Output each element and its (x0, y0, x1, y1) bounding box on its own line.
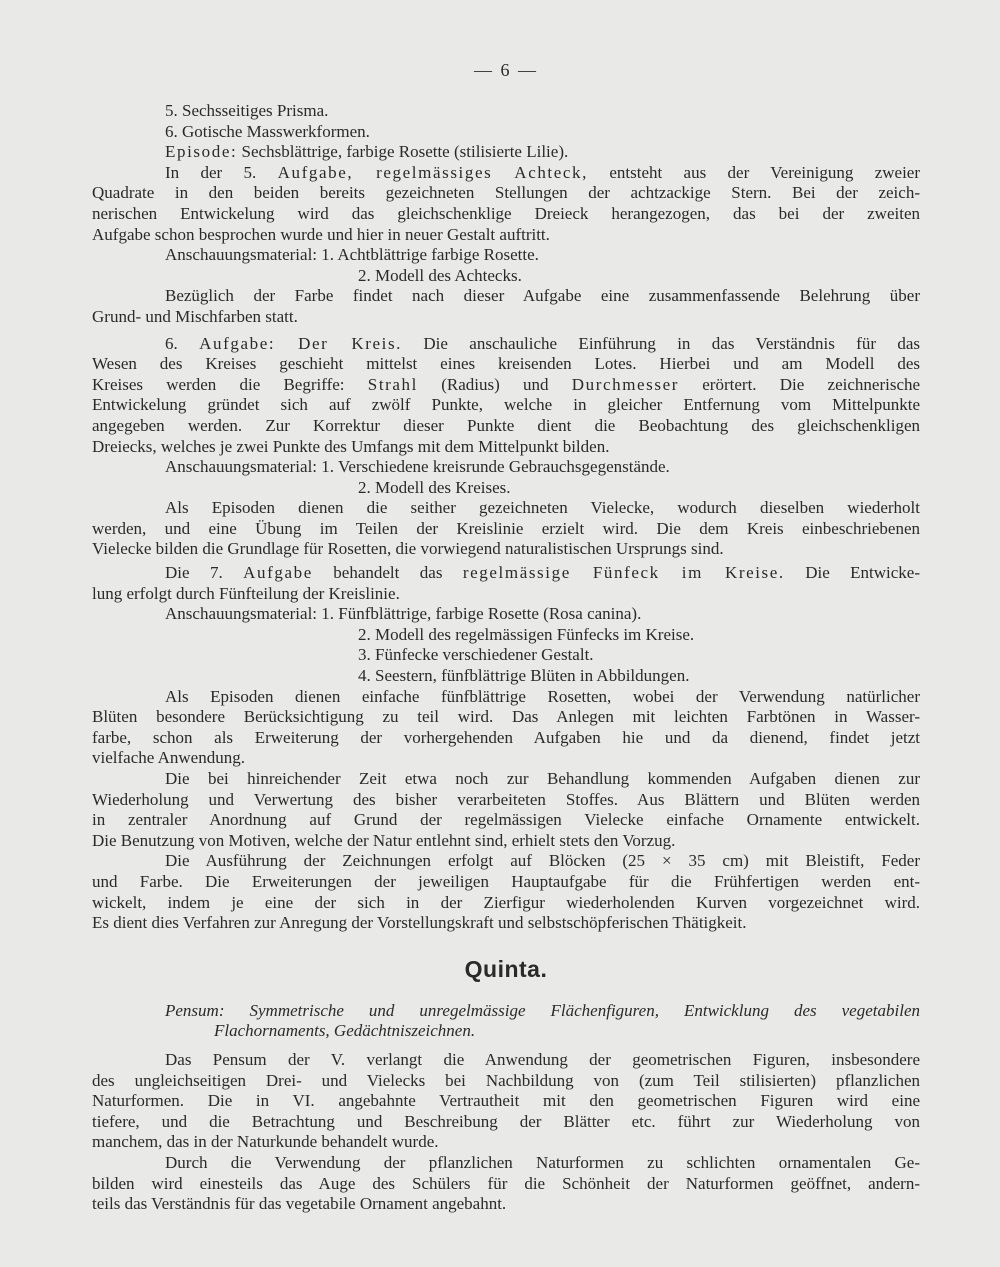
list-item: 6. Gotische Masswerkformen. (165, 121, 370, 141)
text-line: Blüten besondere Berücksichtigung zu teil wird. Das Anlegen mit leichten Farbtönen in Wasser- (92, 707, 920, 727)
text-line: Naturformen. Die in VI. angebahnte Vertrautheit mit den geometrischen Figuren wird eine (92, 1091, 920, 1111)
paragraph-farbe (92, 286, 920, 327)
text-line: Die bei hinreichender Zeit etwa noch zur Behandlung kommenden Aufgaben dienen zur (165, 769, 920, 788)
pensum-line: Flachornaments, Gedächtniszeichnen. (214, 1021, 476, 1041)
text-run: Die 7. (165, 563, 223, 583)
text-line (92, 163, 920, 184)
paragraph-ausfuehrung (92, 851, 920, 933)
material-list-1 (92, 245, 920, 286)
material-list-3 (92, 604, 920, 686)
text-line: Entwickelung gründet sich auf zwölf Punkte, welche in gleicher Entfernung vom Mittelpunkte (92, 395, 920, 415)
text-run: entsteht aus der Vereinigung zweier (609, 162, 921, 182)
material-line (92, 245, 920, 266)
text-line (92, 563, 920, 584)
text-line: des ungleichseitigen Drei- und Vielecks bei Nachbildung von (zum Teil stilisierten) pflanzlichen (92, 1070, 920, 1090)
paragraph-naturformen (92, 1153, 920, 1215)
episode-text: Sechsblättrige, farbige Rosette (stilisierte Lilie). (241, 142, 569, 162)
material-item: 2. Modell des Achtecks. (358, 265, 522, 285)
text-line: teils das Verständnis für das vegetabile Ornament angebahnt. (92, 1194, 507, 1214)
material-item: 2. Modell des Kreises. (358, 477, 511, 497)
paragraph-aufgabe-6 (92, 334, 920, 458)
material-label: Anschauungsmaterial: (165, 457, 318, 477)
text-run: erörtert. Die zeichnerische (702, 374, 921, 394)
text-line: werden, und eine Übung im Teilen der Kreislinie erzielt wird. Die dem Kreis einbeschriebenen (92, 518, 920, 538)
material-item: 4. Seestern, fünfblättrige Blüten in Abbildungen. (358, 666, 690, 686)
pensum-line: Pensum: Symmetrische und unregelmässige Flächenfiguren, Entwicklung des vegetabilen (165, 1000, 920, 1020)
paragraph-wiederholung (92, 769, 920, 851)
text-line: Als Episoden dienen einfache fünfblättrige Rosetten, wobei der Verwendung natürlicher (165, 686, 920, 706)
text-line: Als Episoden dienen die seither gezeichneten Vielecke, wodurch dieselben wiederholt (165, 498, 920, 518)
material-list-2 (92, 457, 920, 498)
text-line: wickelt, indem je eine der sich in der Zierfigur wiederholenden Kurven vorgezeichnet wird. (92, 892, 920, 912)
text-line: farbe, schon als Erweiterung der vorhergehenden Aufgaben hie und da dienend, findet jetzt (92, 727, 920, 747)
text-line: tiefere, und die Betrachtung und Beschreibung der Blätter etc. führt zur Wiederholung von (92, 1111, 920, 1131)
text-line: Wesen des Kreises geschieht mittelst eines kreisenden Lotes. Hierbei und am Modell des (92, 354, 920, 374)
material-item: 3. Fünfecke verschiedener Gestalt. (358, 645, 594, 665)
text-line: lung erfolgt durch Fünfteilung der Kreislinie. (92, 583, 400, 603)
text-run: 6. (165, 333, 178, 353)
material-line (92, 457, 920, 478)
text-line: Das Pensum der V. verlangt die Anwendung der geometrischen Figuren, insbesondere (165, 1049, 920, 1069)
text-line (92, 375, 920, 396)
text-line: Bezüglich der Farbe findet nach dieser Aufgabe eine zusammenfassende Belehrung über (165, 286, 920, 306)
spaced-text: Aufgabe (243, 563, 313, 583)
text-line: vielfache Anwendung. (92, 748, 245, 768)
text-run: Die anschauliche Einführung in das Verständnis für das (423, 333, 921, 353)
material-item: 2. Modell des regelmässigen Fünfecks im Kreise. (358, 624, 695, 644)
text-line: Dreiecks, welches je zwei Punkte des Umfangs mit dem Mittelpunkt bilden. (92, 436, 610, 456)
material-item: 1. Achtblättrige farbige Rosette. (321, 245, 539, 265)
material-label: Anschauungsmaterial: (165, 245, 318, 265)
text-line: nerischen Entwickelung wird das gleichschenklige Dreieck herangezogen, das bei der zweiten (92, 203, 920, 223)
text-line: angegeben werden. Zur Korrektur dieser Punkte dient die Beobachtung des gleichschenkligen (92, 415, 920, 435)
paragraph-pensum-v (92, 1050, 920, 1153)
material-line (92, 604, 920, 625)
text-line: in zentraler Anordnung auf Grund der regelmässigen Vielecke einfache Ornamente entwickelt. (92, 810, 920, 830)
spaced-text: Aufgabe: Der Kreis. (199, 333, 403, 353)
section-heading-quinta: Quinta. (464, 955, 548, 982)
spaced-text: Durchmesser (571, 374, 680, 394)
list-item: 5. Sechsseitiges Prisma. (165, 101, 329, 120)
text-line: Grund- und Mischfarben statt. (92, 306, 298, 326)
text-run: In der 5. (165, 162, 257, 182)
text-run: (Radius) und (441, 374, 549, 394)
text-line: bilden wird einesteils das Auge des Schülers für die Schönheit der Naturformen geöffnet, andern- (92, 1173, 920, 1193)
episode-line (92, 142, 920, 163)
material-label: Anschauungsmaterial: (165, 604, 318, 624)
text-run: behandelt das (333, 563, 443, 583)
text-line: Wiederholung und Verwertung des bisher verarbeiteten Stoffes. Aus Blättern und Blüten werden (92, 789, 920, 809)
episode-label: Episode: (165, 142, 238, 162)
text-line: Durch die Verwendung der pflanzlichen Naturformen zu schlichten ornamentalen Ge- (165, 1152, 920, 1172)
text-line: Es dient dies Verfahren zur Anregung der Vorstellungskraft und selbstschöpferischen Thätigkeit. (92, 913, 747, 933)
text-line: Die Ausführung der Zeichnungen erfolgt auf Blöcken (25 × 35 cm) mit Bleistift, Feder (165, 851, 920, 871)
text-run: Die Entwicke- (805, 563, 921, 583)
text-run: Kreises werden die Begriffe: (92, 374, 345, 394)
spaced-text: Strahl (367, 374, 418, 394)
text-line: manchem, das in der Naturkunde behandelt wurde. (92, 1132, 439, 1152)
paragraph-episoden-6 (92, 498, 920, 560)
text-line: Vielecke bilden die Grundlage für Rosetten, die vorwiegend naturalistischen Ursprungs sind. (92, 539, 724, 559)
paragraph-aufgabe-5 (92, 163, 920, 245)
material-item: 1. Verschiedene kreisrunde Gebrauchsgegenstände. (321, 457, 670, 477)
pensum-block (92, 1001, 920, 1042)
spaced-text: regelmässige Fünfeck im Kreise. (462, 563, 785, 583)
text-line: Quadrate in den beiden bereits gezeichneten Stellungen der achtzackige Stern. Bei der zeich- (92, 183, 920, 203)
text-line: Die Benutzung von Motiven, welche der Natur entlehnt sind, erhielt stets den Vorzug. (92, 830, 676, 850)
text-line (92, 334, 920, 355)
spaced-text: Aufgabe, regelmässiges Achteck, (277, 162, 588, 182)
page-number: — 6 — (474, 60, 538, 80)
text-line: und Farbe. Die Erweiterungen der jeweiligen Hauptaufgabe für die Frühfertigen werden ent- (92, 871, 920, 891)
text-line: Aufgabe schon besprochen wurde und hier in neuer Gestalt auftritt. (92, 224, 550, 244)
paragraph-aufgabe-7 (92, 563, 920, 604)
material-item: 1. Fünfblättrige, farbige Rosette (Rosa canina). (321, 604, 642, 624)
paragraph-episoden-7 (92, 687, 920, 769)
